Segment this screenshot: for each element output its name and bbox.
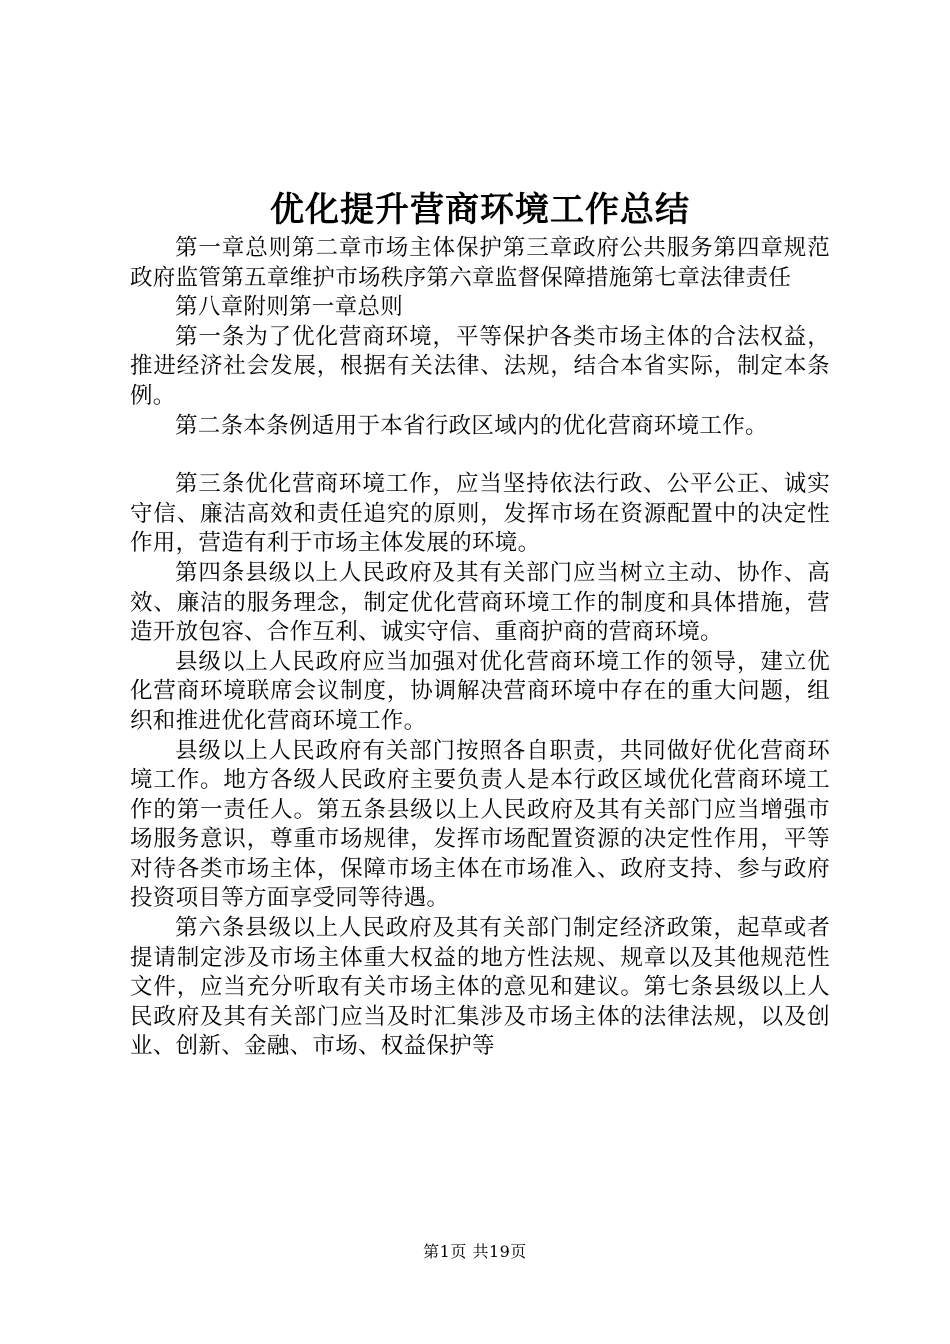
paragraph-chapter-one: 第八章附则第一章总则 (175, 294, 404, 321)
paragraph-article-3: 第三条优化营商环境工作，应当坚持依法行政、公平公正、诚实守信、廉洁高效和责任追究的原则，发挥市场在资源配置中的决定性作用，营造有利于市场主体发展的环境。 (130, 471, 830, 557)
paragraph-county-departments: 县级以上人民政府有关部门按照各自职责，共同做好优化营商环境工作。地方各级人民政府主要负责人是本行政区域优化营商环境工作的第一责任人。第五条县级以上人民政府及其有关部门应当增强市场服务意识，尊重市场规律，发挥市场配置资源的决定性作用，平等对待各类市场主体，保障市场主体在市场准入、政府支持、参与政府投资项目等方面享受同等待遇。 (130, 737, 830, 912)
paragraph-article-6: 第六条县级以上人民政府及其有关部门制定经济政策，起草或者提请制定涉及市场主体重大权益的地方性法规、规章以及其他规范性文件，应当充分听取有关市场主体的意见和建议。第七条县级以上人民政府及其有关部门应当及时汇集涉及市场主体的法律法规，以及创业、创新、金融、市场、权益保护等 (130, 915, 830, 1060)
paragraph-chapters: 第一章总则第二章市场主体保护第三章政府公共服务第四章规范政府监管第五章维护市场秩序第六章监督保障措施第七章法律责任 (130, 235, 830, 291)
paragraph-spacer (130, 441, 830, 470)
page-number-footer: 第1页 共19页 (423, 1242, 527, 1261)
document-title: 优化提升营商环境工作总结 (270, 190, 690, 230)
paragraph-county-gov-leadership: 县级以上人民政府应当加强对优化营商环境工作的领导，建立优化营商环境联席会议制度，协调解决营商环境中存在的重大问题，组织和推进优化营商环境工作。 (130, 648, 830, 734)
paragraph-article-2: 第二条本条例适用于本省行政区域内的优化营商环境工作。 (175, 412, 768, 439)
paragraph-article-1: 第一条为了优化营商环境，平等保护各类市场主体的合法权益，推进经济社会发展，根据有关法律、法规，结合本省实际，制定本条例。 (130, 323, 830, 409)
paragraph-article-4: 第四条县级以上人民政府及其有关部门应当树立主动、协作、高效、廉洁的服务理念，制定优化营商环境工作的制度和具体措施，营造开放包容、合作互利、诚实守信、重商护商的营商环境。 (130, 559, 830, 646)
document-page (130, 188, 830, 1062)
